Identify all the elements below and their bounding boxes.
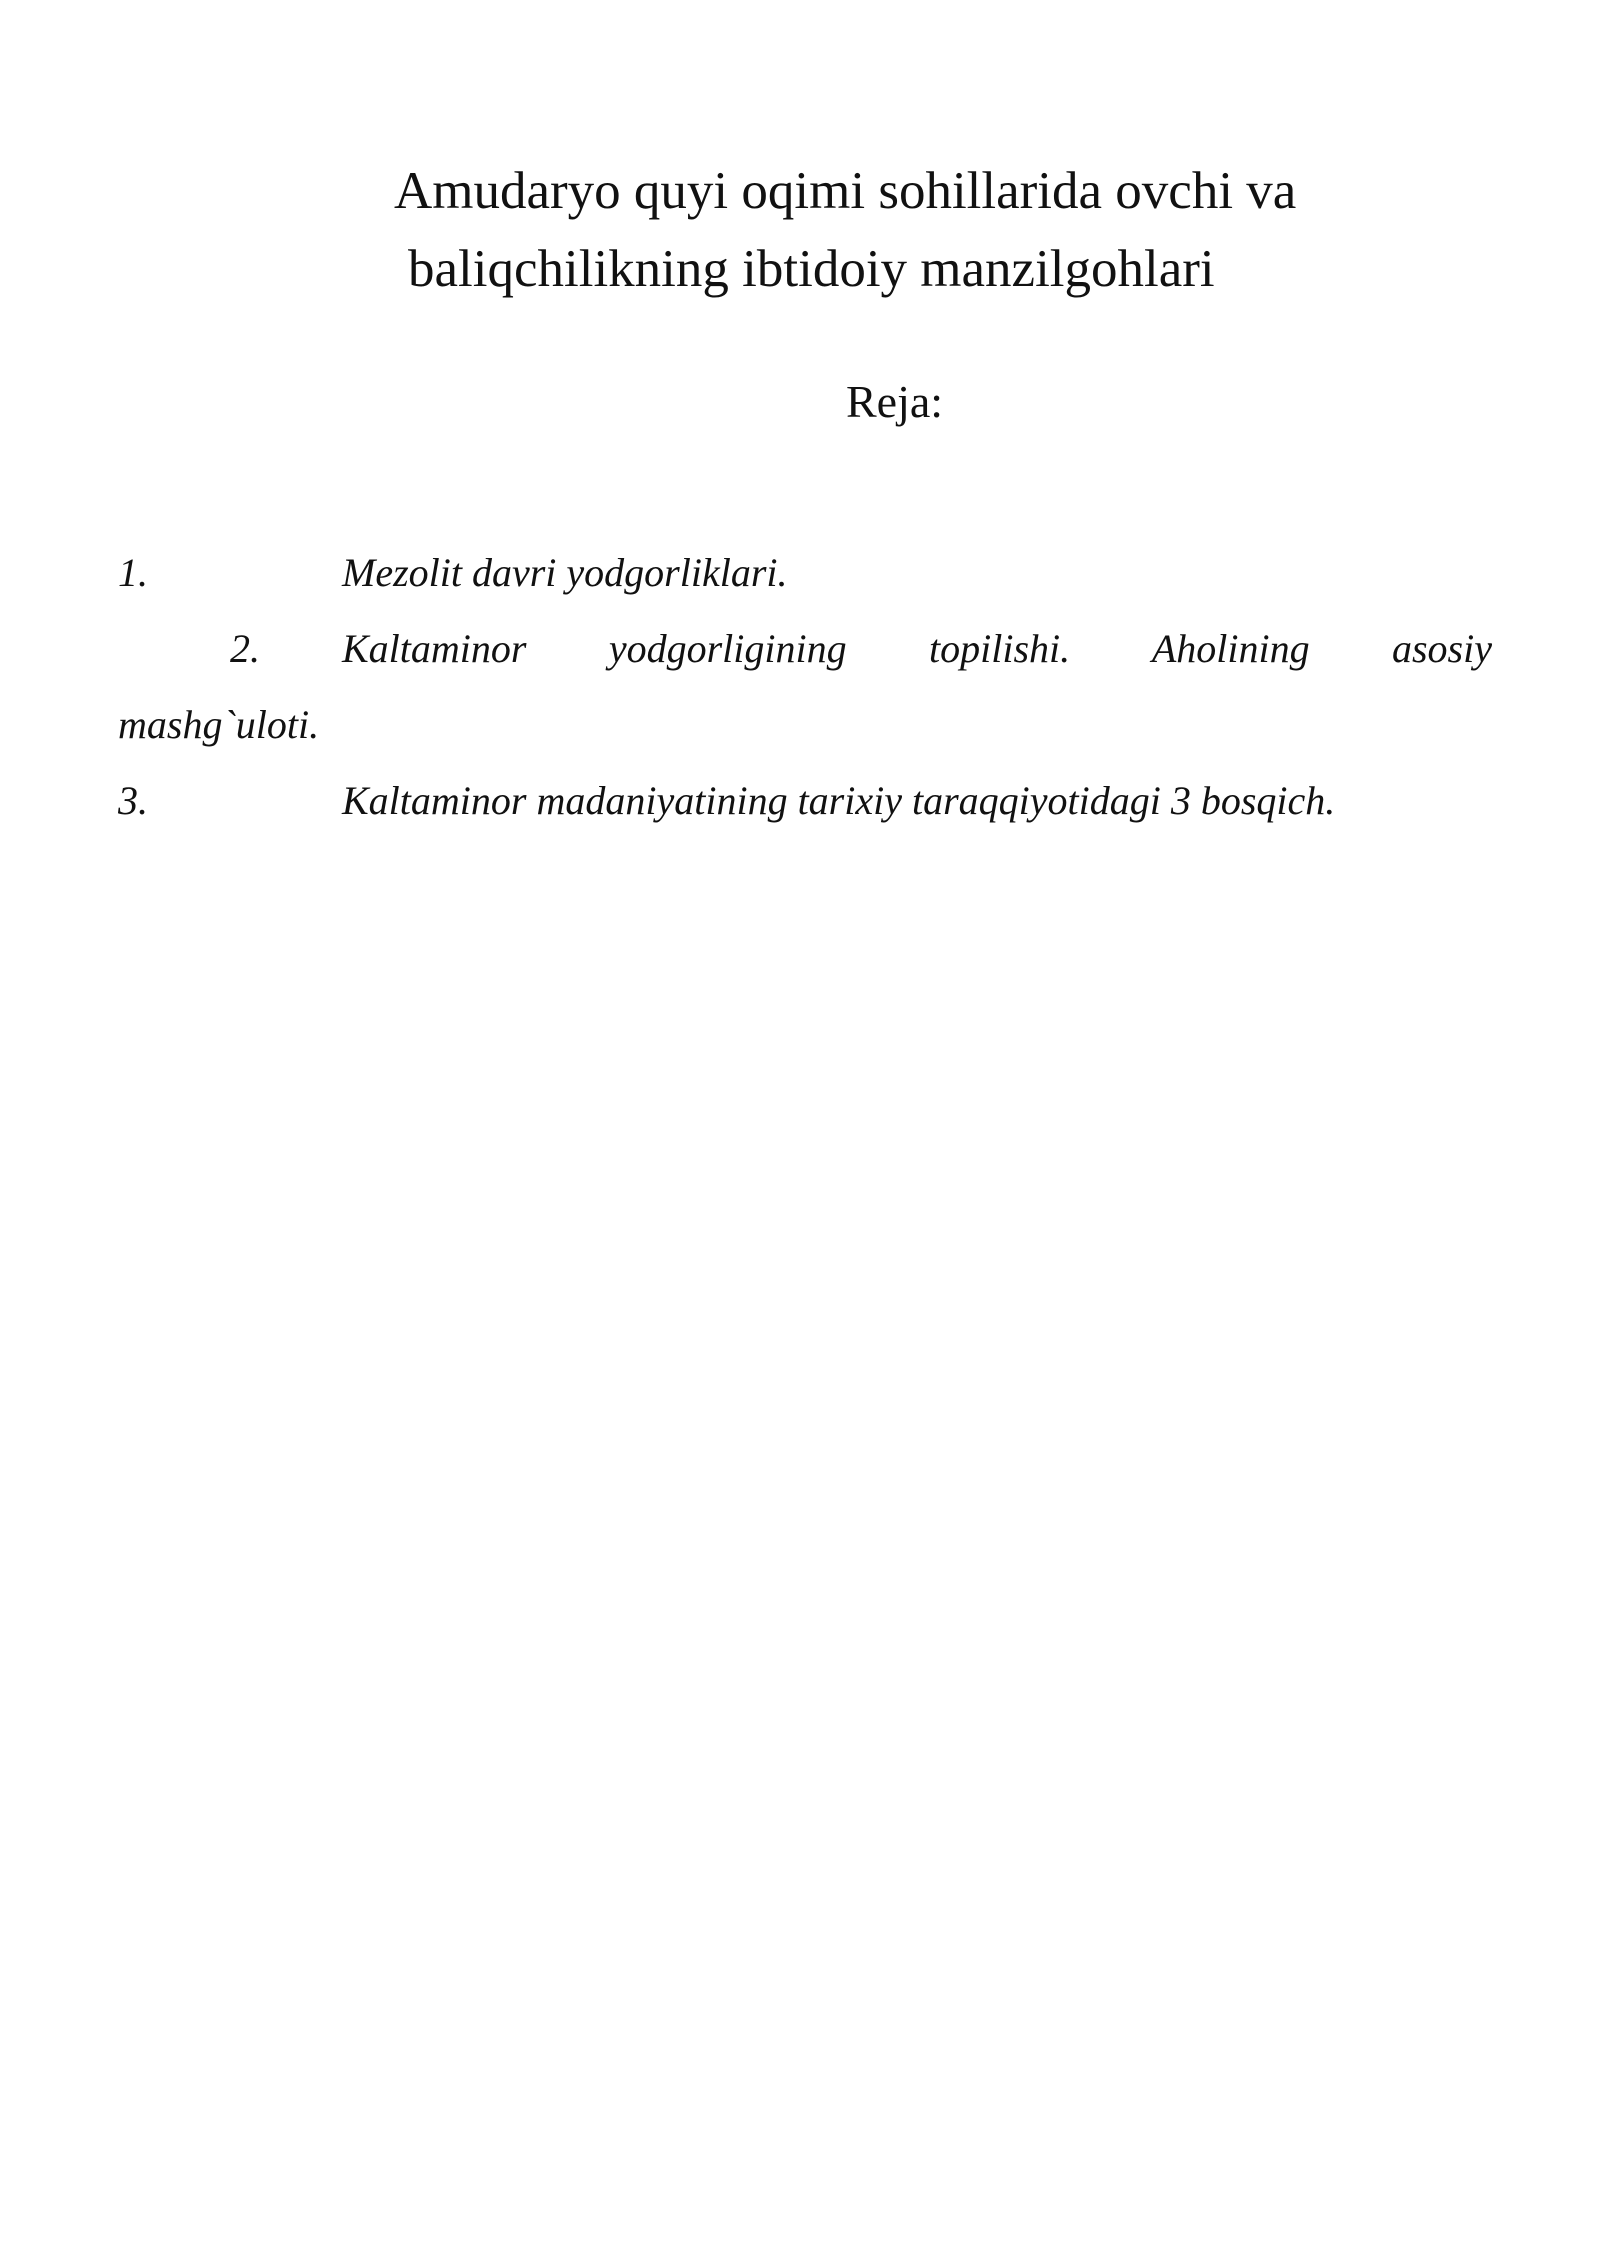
plan-item-text-line-2: mashg`uloti. [118, 702, 320, 747]
plan-item-number: 1. [118, 550, 148, 595]
plan-list [118, 535, 1492, 839]
title-line-2: baliqchilikning ibtidoiy manzilgohlari [408, 240, 1215, 298]
plan-item-3 [118, 763, 1492, 839]
plan-item-2 [118, 611, 1492, 763]
plan-item-number: 3. [118, 778, 148, 823]
plan-item-1 [118, 535, 1492, 611]
title-line-1: Amudaryo quyi oqimi sohillarida ovchi va [394, 162, 1297, 220]
plan-item-text: Kaltaminor madaniyatining tarixiy taraqqiyotidagi 3 bosqich. [342, 778, 1336, 823]
plan-heading: Reja: [846, 376, 944, 427]
document-title [390, 152, 1440, 308]
plan-item-text: Mezolit davri yodgorliklari. [342, 550, 788, 595]
plan-item-number: 2. [230, 626, 260, 671]
plan-item-text-line-1: Kaltaminor yodgorligining topilishi. Aholining asosiy [342, 626, 1492, 671]
